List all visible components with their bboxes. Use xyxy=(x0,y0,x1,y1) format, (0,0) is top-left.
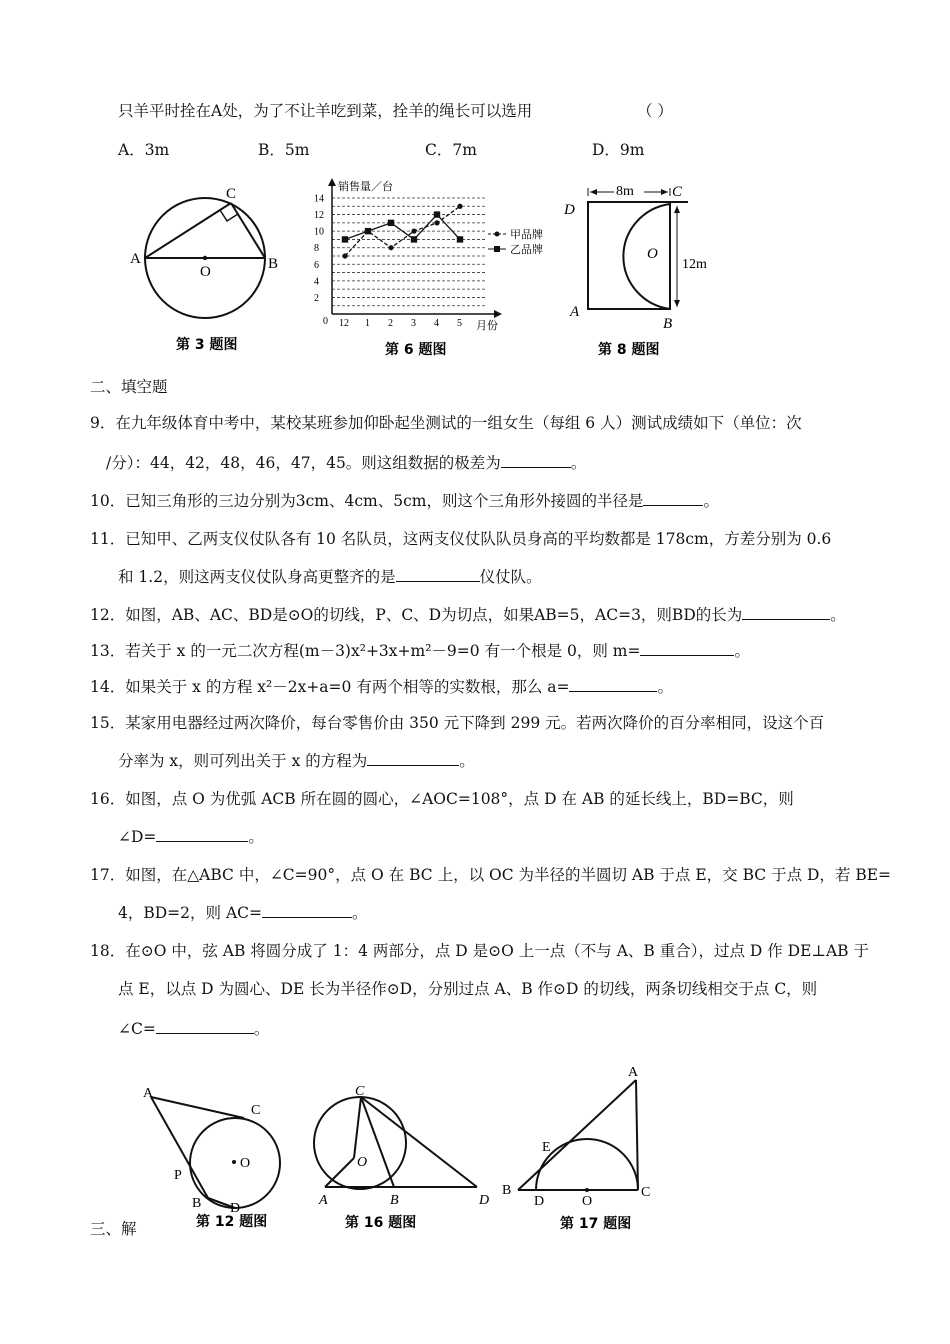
chart6-point xyxy=(388,220,394,226)
q13-text: 若关于 x 的一元二次方程(m－3)x²+3x+m²－9=0 有一个根是 0，则 m= xyxy=(125,642,641,660)
section-2-heading: 二、填空题 xyxy=(90,378,168,396)
option-d: D．9m xyxy=(592,141,645,159)
q9-answer-blank[interactable] xyxy=(501,452,571,468)
fig3-caption: 第 3 题图 xyxy=(176,337,238,353)
q11-text2: 和 1.2，则这两支仪仗队身高更整齐的是 xyxy=(118,568,396,586)
q14-line: 14．如果关于 x 的方程 x²－2x+a=0 有两个相等的实数根，那么 a= 。 xyxy=(90,678,673,696)
option-a: A．3m xyxy=(118,141,170,159)
q18-line3: ∠C= 。 xyxy=(118,1020,270,1038)
q16-text1: 如图，点 O 为优弧 ACB 所在圆的圆心，∠AOC=108°，点 D 在 AB 的延长线上，BD=BC，则 xyxy=(125,790,794,808)
chart6-y-arrow xyxy=(328,178,336,186)
fig17-label-d: D xyxy=(534,1194,545,1209)
chart6-ytick: 12 xyxy=(314,210,324,222)
fig12-center-dot xyxy=(232,1160,236,1164)
q10-line: 10．已知三角形的三边分别为3cm、4cm、5cm，则这个三角形外接圆的半径是 。 xyxy=(90,492,719,510)
fig17-label-o: O xyxy=(582,1194,593,1209)
fig16-label-b: B xyxy=(390,1193,399,1208)
q18-answer-blank[interactable] xyxy=(156,1018,254,1034)
chart6-point xyxy=(365,228,371,234)
legend-series-2: 乙品牌 xyxy=(510,244,543,256)
intro-line xyxy=(118,100,532,122)
chart6-x-arrow xyxy=(494,310,502,318)
fig16-label-a: A xyxy=(319,1193,328,1208)
chart6-point xyxy=(342,236,348,242)
q18-text3: ∠C= xyxy=(118,1020,156,1038)
intro-text: 只羊平时拴在A处，为了不让羊吃到菜，拴羊的绳长可以选用 xyxy=(118,102,533,120)
q14-text: 如果关于 x 的方程 x²－2x+a=0 有两个相等的实数根，那么 a= xyxy=(125,678,570,696)
q12-text: 如图，AB、AC、BD是⊙O的切线，P、C、D为切点，如果AB=5，AC=3，则BD的长为 xyxy=(125,606,743,624)
fig3-label-b: B xyxy=(268,256,279,272)
q15-line1 xyxy=(90,712,824,734)
fig3-label-a: A xyxy=(130,251,141,267)
chart6-ytick: 14 xyxy=(314,193,324,205)
q18-number: 18． xyxy=(90,942,126,960)
fig17-label-b: B xyxy=(502,1183,512,1198)
chart6-point xyxy=(434,220,439,225)
fig12-label-b: B xyxy=(192,1196,202,1211)
fig8-label-c: C xyxy=(672,184,683,200)
chart6-ylabel: 销售量／台 xyxy=(338,181,393,193)
fig12-caption: 第 12 题图 xyxy=(196,1214,268,1230)
q16-line2: ∠D= 。 xyxy=(118,828,264,846)
answer-paren: （ ） xyxy=(637,102,673,120)
legend-square-icon xyxy=(494,246,500,252)
q13-answer-blank[interactable] xyxy=(640,640,734,656)
fig16-label-o: O xyxy=(357,1155,368,1170)
q16-number: 16． xyxy=(90,790,126,808)
fig8-label-d: D xyxy=(564,202,575,218)
q13-number: 13． xyxy=(90,642,126,660)
fig12-tangent-ac xyxy=(151,1097,244,1118)
q16-line1 xyxy=(90,788,794,810)
q12-line: 12．如图，AB、AC、BD是⊙O的切线，P、C、D为切点，如果AB=5，AC=3，则BD的长为 。 xyxy=(90,606,846,624)
fig16-line-oc xyxy=(354,1097,361,1158)
q9-text1: 在九年级体育中考中，某校某班参加仰卧起坐测试的一组女生（每组 6 人）测试成绩如下（单位：次 xyxy=(115,414,802,432)
fig12-label-d: D xyxy=(230,1201,241,1216)
figure-17 xyxy=(496,1064,666,1236)
q15-line2: 分率为 x，则可列出关于 x 的方程为 。 xyxy=(118,752,475,770)
chart6-point xyxy=(457,236,463,242)
q9-line2: /分）：44，42，48，46，47，45。则这组数据的极差为 。 xyxy=(106,454,587,472)
fig3-label-c: C xyxy=(226,186,237,202)
fig12-label-a: A xyxy=(143,1086,154,1101)
q10-answer-blank[interactable] xyxy=(643,490,703,506)
option-c: C．7m xyxy=(425,141,477,159)
q17-line2: 4，BD=2，则 AC= 。 xyxy=(118,904,368,922)
q11-line1 xyxy=(90,528,831,550)
chart6-ytick: 8 xyxy=(314,243,319,255)
fig17-center-dot xyxy=(585,1188,589,1192)
chart6-legend xyxy=(488,227,543,256)
q15-text2: 分率为 x，则可列出关于 x 的方程为 xyxy=(118,752,368,770)
q13-line: 13．若关于 x 的一元二次方程(m－3)x²+3x+m²－9=0 有一个根是 0，则 m= 。 xyxy=(90,642,750,660)
chart6-ytick: 4 xyxy=(314,276,319,288)
q17-number: 17． xyxy=(90,866,126,884)
option-b: B．5m xyxy=(258,141,310,159)
q9-line1 xyxy=(90,412,802,434)
q12-answer-blank[interactable] xyxy=(742,604,830,620)
q10-number: 10． xyxy=(90,492,126,510)
fig8-top-len: 8m xyxy=(616,184,634,199)
figure-16 xyxy=(305,1086,505,1234)
q14-number: 14． xyxy=(90,678,126,696)
q11-text1: 已知甲、乙两支仪仗队各有 10 名队员，这两支仪仗队队员身高的平均数都是 178cm，方差分别为 0.6 xyxy=(125,530,832,548)
q14-answer-blank[interactable] xyxy=(569,676,657,692)
figure-3 xyxy=(128,182,298,357)
q11-number: 11． xyxy=(90,530,126,548)
fig16-label-d: D xyxy=(479,1193,490,1208)
q10-text: 已知三角形的三边分别为3cm、4cm、5cm，则这个三角形外接圆的半径是 xyxy=(125,492,644,510)
q15-number: 15． xyxy=(90,714,126,732)
fig8-label-a: A xyxy=(570,304,580,320)
q18-line2 xyxy=(118,978,817,1000)
fig17-label-e: E xyxy=(542,1140,551,1155)
q12-number: 12． xyxy=(90,606,126,624)
q17-line1 xyxy=(90,864,891,886)
q17-text1: 如图，在△ABC 中，∠C=90°，点 O 在 BC 上，以 OC 为半径的半圆切 AB 于点 E，交 BC 于点 D，若 BE= xyxy=(125,866,892,884)
chart6-xlabel: 月份 xyxy=(476,320,498,332)
fig17-line-ab xyxy=(518,1080,636,1190)
chart6-ytick: 2 xyxy=(314,292,319,304)
fig16-caption: 第 16 题图 xyxy=(345,1215,417,1231)
chart6-point xyxy=(388,245,393,250)
chart6-point xyxy=(457,204,462,209)
fig12-label-p: P xyxy=(174,1168,182,1183)
q18-text1: 在⊙O 中，弦 AB 将圆分成了 1：4 两部分，点 D 是⊙O 上一点（不与 A、B 重合），过点 D 作 DE⊥AB 于 xyxy=(125,942,870,960)
chart6-xtick: 5 xyxy=(457,318,462,329)
fig3-chord-bc xyxy=(231,203,265,258)
q11-line2: 和 1.2，则这两支仪仗队身高更整齐的是 仪仗队。 xyxy=(118,568,542,586)
legend-series-1: 甲品牌 xyxy=(510,229,543,241)
fig17-label-a: A xyxy=(628,1065,639,1080)
fig12-label-o: O xyxy=(240,1156,251,1171)
fig3-label-o: O xyxy=(200,264,211,280)
chart6-ytick: 10 xyxy=(314,226,324,238)
figure-12 xyxy=(136,1082,286,1232)
figure-8 xyxy=(560,176,730,361)
chart6-point xyxy=(411,229,416,234)
q17-text2: 4，BD=2，则 AC= xyxy=(118,904,262,922)
fig8-side-len: 12m xyxy=(682,257,707,272)
legend-circle-icon xyxy=(495,232,500,237)
q17-answer-blank[interactable] xyxy=(262,902,352,918)
q9-text2: /分）：44，42，48，46，47，45。则这组数据的极差为 xyxy=(106,454,501,472)
fig8-label-b: B xyxy=(663,316,673,332)
chart6-origin: 0 xyxy=(323,316,328,327)
chart6-xtick: 12 xyxy=(339,318,349,329)
fig17-semicircle xyxy=(536,1139,638,1190)
q16-answer-blank[interactable] xyxy=(156,826,248,842)
chart6-xtick: 2 xyxy=(388,318,393,329)
fig6-caption: 第 6 题图 xyxy=(385,342,447,358)
fig16-line-ao xyxy=(325,1158,354,1187)
q9-number: 9． xyxy=(90,414,116,432)
fig12-label-c: C xyxy=(251,1103,261,1118)
fig3-chord-ac xyxy=(145,203,231,258)
fig17-caption: 第 17 题图 xyxy=(560,1216,632,1232)
fig3-center-dot xyxy=(203,256,207,260)
q15-answer-blank[interactable] xyxy=(367,750,459,766)
chart6-xtick: 3 xyxy=(411,318,416,329)
q16-text2: ∠D= xyxy=(118,828,157,846)
q11-answer-blank[interactable] xyxy=(396,566,480,582)
figure-6-chart xyxy=(310,176,570,361)
fig8-caption: 第 8 题图 xyxy=(598,342,660,358)
q15-text1: 某家用电器经过两次降价，每台零售价由 350 元下降到 299 元。若两次降价的百分率相同，设这个百 xyxy=(125,714,825,732)
chart6-xtick: 1 xyxy=(365,318,370,329)
fig8-label-o: O xyxy=(647,246,658,262)
chart6-point xyxy=(411,236,417,242)
chart6-ytick: 6 xyxy=(314,259,319,271)
chart6-point xyxy=(342,253,347,258)
section-3-heading: 三、解 xyxy=(90,1220,137,1238)
chart6-xtick: 4 xyxy=(434,318,439,329)
q18-text2: 点 E，以点 D 为圆心、DE 长为半径作⊙D，分别过点 A、B 作⊙D 的切线，两条切线相交于点 C，则 xyxy=(118,980,818,998)
fig16-label-c: C xyxy=(355,1086,365,1099)
fig17-label-c: C xyxy=(641,1185,651,1200)
chart6-point xyxy=(434,211,440,217)
q18-line1 xyxy=(90,940,869,962)
